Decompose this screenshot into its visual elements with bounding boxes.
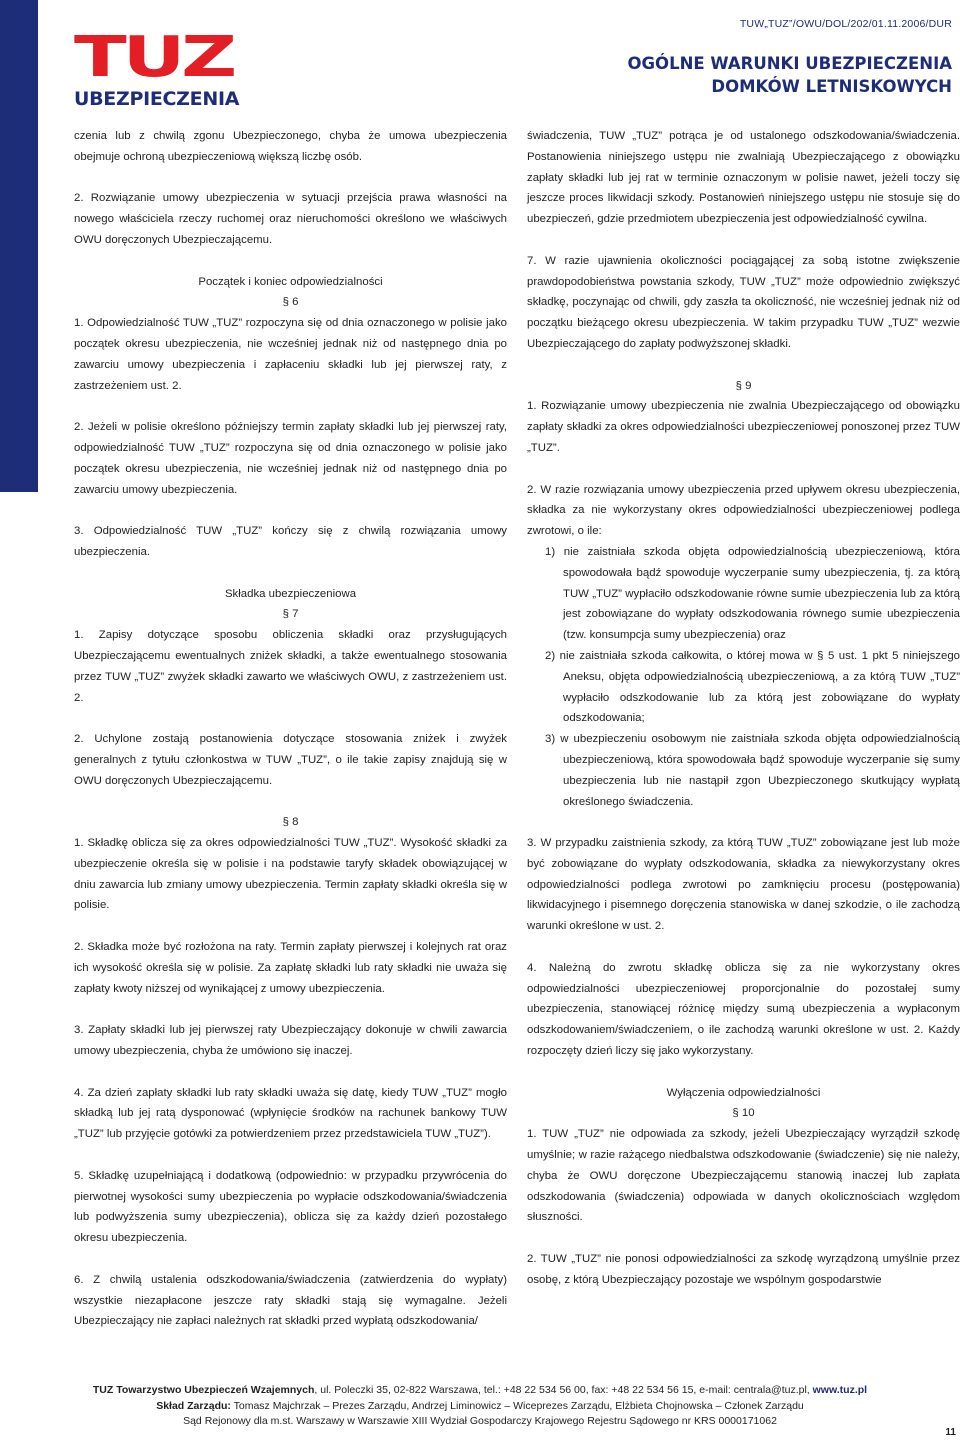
board-label: Skład Zarządu: — [156, 1399, 231, 1412]
footer-line-2 — [0, 1399, 960, 1415]
paragraph: 4. Należną do zwrotu składkę oblicza się za nie wykorzystany okres odpowiedzialności ubezpieczeniowej proporcjonalnie do pozostałej sumy ubezpieczenia, stanowiącej różnicę między sumą ubezpieczenia a wypłaconym odszkodowaniem/świadczeniem, o ile zachodzą warunki określone w ust. 2. Każdy rozpoczęty dzień liczy się jako wykorzystany. — [527, 961, 960, 1058]
paragraph: świadczenia, TUW „TUZ” potrąca je od ustalonego odszkodowania/świadczenia. Postanowienia niniejszego ustępu nie zwalniają Ubezpieczającego z obowiązku zapłaty składki lub jej rat w terminie oznaczonym w polisie nawet, jeżeli toczy się jeszcze proces likwidacji szkody. Postanowień niniejszego ustępu nie stosuje się do ubezpieczeń, gdzie przedmiotem ubezpieczenia jest odpowiedzialność cywilna. — [527, 130, 960, 226]
section-heading: Wyłączenia odpowiedzialności — [666, 1086, 821, 1099]
footer-line-1 — [0, 1383, 960, 1399]
logo-subtitle: UBEZPIECZENIA — [74, 88, 240, 110]
paragraph: czenia lub z chwilą zgonu Ubezpieczonego, chyba że umowa ubezpieczenia obejmuje ochroną ubezpieczeniową większą liczbę osób. — [74, 130, 507, 163]
website-link[interactable]: www.tuz.pl — [812, 1384, 868, 1396]
paragraph: 2. Rozwiązanie umowy ubezpieczenia w sytuacji przejścia prawa własności na nowego właściciela rzeczy ruchomej oraz nieruchomości określono we właściwych OWU doręczonych Ubezpieczającemu. — [74, 192, 507, 246]
list-item: 3) w ubezpieczeniu osobowym nie zaistniała szkoda objęta odpowiedzialnością ubezpieczeniową, która spowodowała bądź spowoduje wyczerpanie się sumy ubezpieczenia lub nie nastąpił zgon Ubezpieczonego skutkujący wypłatą określonego świadczenia. — [545, 733, 960, 808]
paragraph: 3. Zapłaty składki lub jej pierwszej raty Ubezpieczający dokonuje w chwili zawarcia umowy ubezpieczenia, chyba że umówiono się inaczej. — [74, 1024, 507, 1058]
footer — [0, 1383, 960, 1430]
paragraph: 1. Składkę oblicza się za okres odpowiedzialności TUW „TUZ”. Wysokość składki za ubezpieczenie określa się w polisie i na podstawie taryfy składek obowiązującej w dniu zawarcia lub zmiany umowy ubezpieczenia. Termin zapłaty składki określa się w polisie. — [74, 837, 507, 912]
paragraph: 7. W razie ujawnienia okoliczności pociągającej za sobą istotne zwiększenie prawdopodobieństwa powstania szkody, TUW „TUZ” może odpowiednio zwiększyć składkę, poczynając od chwili, gdy zaszła ta okoliczność, nie wcześniej jednak niż od początku bieżącego okresu ubezpieczenia. W takim przypadku TUW „TUZ” wezwie Ubezpieczającego do zapłaty podwyższonej składki. — [527, 254, 960, 350]
paragraph: 2. Uchylone zostają postanowienia dotyczące stosowania zniżek i zwyżek generalnych z tytułu członkostwa w TUW „TUZ”, o ile takie zapisy znajdują się w OWU doręczonych Ubezpieczającemu. — [74, 733, 507, 787]
sidebar-band — [0, 0, 38, 492]
title-line-2: DOMKÓW LETNISKOWYCH — [711, 77, 952, 96]
list-item: 2) nie zaistniała szkoda całkowita, o której mowa w § 5 ust. 1 pkt 5 niniejszego Aneksu, objęta odpowiedzialnością ubezpieczeniową, a za którą TUW „TUZ” wypłaciło odszkodowanie lub za którą jest zobowiązane do wypłaty odszkodowania; — [545, 649, 960, 725]
paragraph: 1. Zapisy dotyczące sposobu obliczenia składki oraz przysługujących Ubezpieczającemu ewentualnych zniżek składki, a także ewentualnego stosowania przez TUW „TUZ” zwyżek składki zawarto we właściwych OWU, z zastrzeżeniem ust. 2. — [74, 629, 507, 704]
company-address: , ul. Poleczki 35, 02-822 Warszawa, tel.: +48 22 534 56 00, fax: +48 22 534 56 15, e-mail: centrala@tuz.pl, — [314, 1384, 813, 1396]
paragraph: 2. Jeżeli w polisie określono późniejszy termin zapłaty składki lub jej pierwszej raty, odpowiedzialność TUW „TUZ” rozpoczyna się od dnia oznaczonego w polisie jako początek okresu ubezpieczenia, nie wcześniej jednak niż od następnego dnia po zawarciu umowy ubezpieczenia. — [74, 421, 507, 496]
paragraph: 1. Odpowiedzialność TUW „TUZ” rozpoczyna się od dnia oznaczonego w polisie jako początek okresu ubezpieczenia, nie wcześniej jednak niż od następnego dnia po zawarciu umowy ubezpieczenia i zapłaceniu składki lub jej pierwszej raty, z zastrzeżeniem ust. 2. — [74, 317, 507, 392]
paragraph: 3. W przypadku zaistnienia szkody, za którą TUW „TUZ” zobowiązane jest lub może być zobowiązane do wypłaty odszkodowania, składka za niewykorzystany okres odpowiedzialności podlega zwrotowi po zamknięciu procesu (postępowania) likwidacyjnego i pisemnego doręczenia stanowiska w danej szkodzie, o ile zachodzą warunki określone w ust. 2. — [527, 837, 960, 933]
section-heading: Składka ubezpieczeniowa — [224, 587, 357, 600]
section-number: § 6 — [282, 296, 299, 309]
tuz-logo — [74, 25, 240, 110]
paragraph: 2. Składka może być rozłożona na raty. Termin zapłaty pierwszej i kolejnych rat oraz ich wysokość określa się w polisie. Za zapłatę składki lub raty składki nie uważa się zapłaty kwoty niższej od wynikającej z umowy ubezpieczenia. — [74, 941, 507, 995]
document-title — [627, 52, 952, 98]
section-number: § 7 — [282, 608, 299, 621]
paragraph: 3. Odpowiedzialność TUW „TUZ” kończy się z chwilą rozwiązania umowy ubezpieczenia. — [74, 525, 507, 558]
paragraph: 2. TUW „TUZ” nie ponosi odpowiedzialności za szkodę wyrządzoną umyślnie przez osobę, z którą Ubezpieczający pozostaje we wspólnym gospodarstwie — [527, 1253, 960, 1286]
logo-wordmark: TUZ — [74, 25, 234, 90]
paragraph: 1. Rozwiązanie umowy ubezpieczenia nie zwalnia Ubezpieczającego od obowiązku zapłaty składki za okres odpowiedzialności ubezpieczeniowej ponoszonej przez TUW „TUZ”. — [527, 400, 960, 454]
right-column — [527, 126, 960, 1291]
title-line-1: OGÓLNE WARUNKI UBEZPIECZENIA — [627, 54, 952, 73]
left-column — [74, 126, 507, 1332]
page-number: 11 — [945, 1427, 956, 1438]
list-item: 1) nie zaistniała szkoda objęta odpowiedzialnością ubezpieczeniową, która spowodowała bądź spowoduje wyczerpanie sumy ubezpieczenia, tj. za którą TUW „TUZ” wypłaciło odszkodowanie równe sumie ubezpieczenia lub za którą jest zobowiązane do wypłaty odszkodowania równego sumie ubezpieczenia (tzw. konsumpcja sumy ubezpieczenia) oraz — [545, 545, 960, 642]
paragraph: 6. Z chwilą ustalenia odszkodowania/świadczenia (zatwierdzenia do wypłaty) wszystkie niezapłacone jeszcze raty składki stają się wymagalne. Jeżeli Ubezpieczający nie zapłaci należnych rat składki przed wypłatą odszkodowania/ — [74, 1273, 507, 1328]
section-number: § 10 — [732, 1107, 755, 1120]
board-members: Tomasz Majchrzak – Prezes Zarządu, Andrzej Liminowicz – Wiceprezes Zarządu, Elżbieta Chojnowska – Członek Zarządu — [230, 1399, 804, 1412]
paragraph: 4. Za dzień zapłaty składki lub raty składki uważa się datę, kiedy TUW „TUZ” mogło składką lub jej ratą dysponować (wpłynięcie środków na rachunek bankowy TUW „TUZ” lub przyjęcie gotówki za potwierdzeniem przez przedstawiciela TUW „TUZ”). — [74, 1086, 507, 1141]
section-number: § 9 — [735, 379, 752, 392]
paragraph: 2. W razie rozwiązania umowy ubezpieczenia przed upływem okresu ubezpieczenia, składka za nie wykorzystany okres odpowiedzialności ubezpieczeniowej podlega zwrotowi, o ile: — [527, 483, 960, 538]
section-number: § 8 — [282, 816, 299, 829]
company-name: TUZ Towarzystwo Ubezpieczeń Wzajemnych — [92, 1384, 315, 1396]
document-code: TUW„TUZ”/OWU/DOL/202/01.11.2006/DUR — [739, 18, 952, 30]
section-heading: Początek i koniec odpowiedzialności — [198, 275, 383, 288]
footer-line-3: Sąd Rejonowy dla m.st. Warszawy w Warszawie XIII Wydział Gospodarczy Krajowego Rejestru Sądowego nr KRS 0000171062 — [183, 1415, 777, 1427]
paragraph: 5. Składkę uzupełniającą i dodatkową (odpowiednio: w przypadku przywrócenia do pierwotnej wysokości sumy ubezpieczenia po wypłacie odszkodowania/świadczenia lub podwyższenia sumy ubezpieczenia), oblicza się za każdy dzień pozostałego okresu ubezpieczenia. — [74, 1169, 507, 1245]
paragraph: 1. TUW „TUZ” nie odpowiada za szkody, jeżeli Ubezpieczający wyrządził szkodę umyślnie; w razie rażącego niedbalstwa odszkodowanie (świadczenie) się nie należy, chyba że OWU doręczone Ubezpieczającemu stanowią inaczej lub zapłata odszkodowania (świadczenia) odpowiada w danych okolicznościach względom słuszności. — [527, 1128, 960, 1224]
